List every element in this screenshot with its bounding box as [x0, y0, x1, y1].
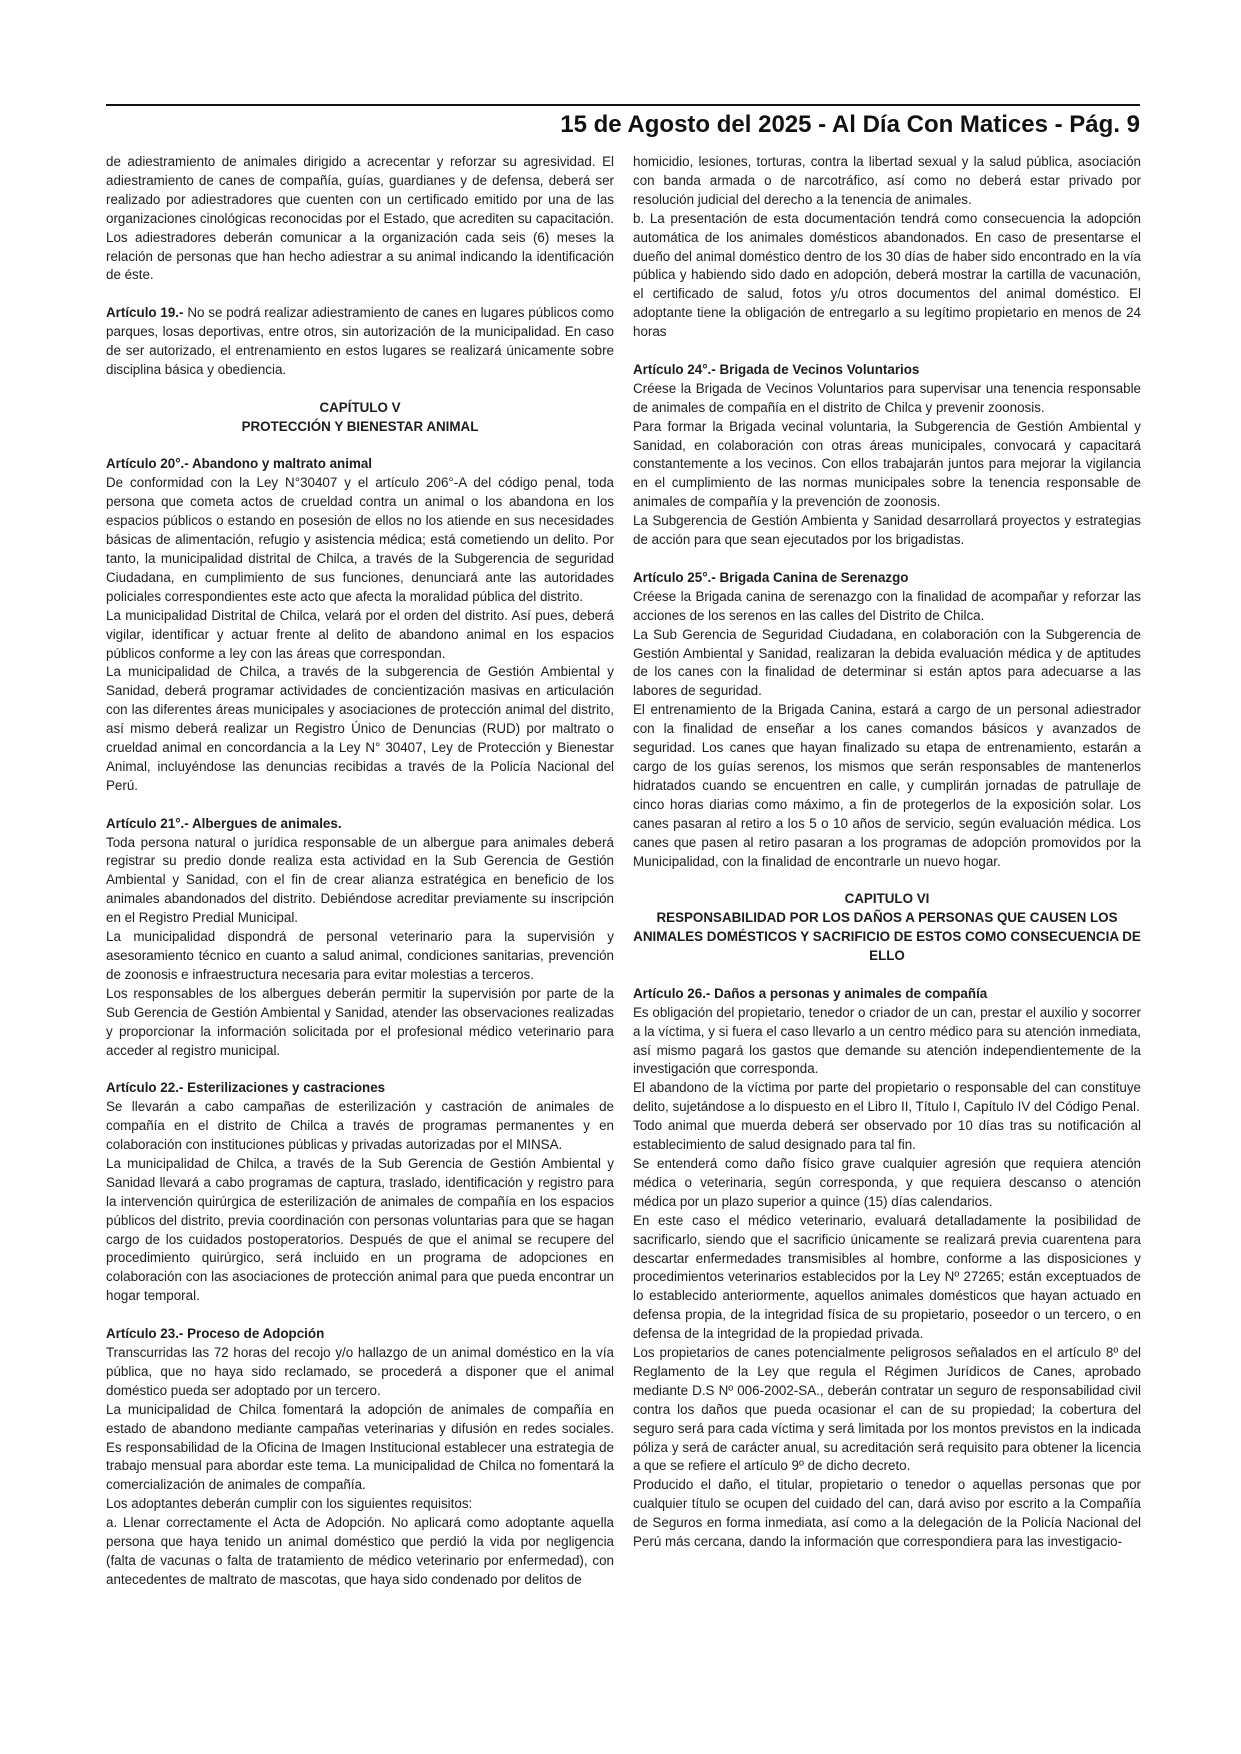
- spacer: [633, 550, 1141, 569]
- article-26-paragraph: Los propietarios de canes potencialmente peligrosos señalados en el artículo 8º del Reglamento de la Ley que regula el Régimen Jurídicos de Canes, aprobado mediante D.S Nº 006-2002-SA., deberán contratar un seguro de responsabilidad civil contra los daños que pueda ocasionar el can de su propiedad; la cobertura del seguro será para cada víctima y será limitada por los montos previstos en la indicada póliza y será de carácter anual, su acreditación será requisito para obtener la licencia a que se refiere el artículo 9º de dicho decreto.: [633, 1345, 1141, 1474]
- left-column: [106, 153, 614, 1590]
- article-24-heading: Artículo 24°.- Brigada de Vecinos Voluntarios: [633, 361, 920, 377]
- article-24-paragraph: La Subgerencia de Gestión Ambienta y Sanidad desarrollará proyectos y estrategias de acción para que sean ejecutados por los brigadistas.: [633, 513, 1141, 548]
- chapter-5-title: PROTECCIÓN Y BIENESTAR ANIMAL: [241, 418, 479, 434]
- article-20-heading: Artículo 20°.- Abandono y maltrato animal: [106, 456, 373, 472]
- article-20-paragraph: La municipalidad Distrital de Chilca, velará por el orden del distrito. Así pues, deberá vigilar, identificar y actuar frente al delito de abandono animal en los espacios públicos conforme a ley con las áreas que correspondan.: [106, 607, 614, 661]
- article-26-paragraph: En este caso el médico veterinario, evaluará detalladamente la posibilidad de sacrificarlo, siendo que el sacrificio únicamente se realizará previa cuarentena para descartar enfermedades transmisibles al hombre, conforme a las disposiciones y procedimientos veterinarios establecidos por la Ley Nº 27265; están exceptuados de lo establecido anteriormente, aquellos animales domésticos que hayan actuado en defensa propia, de la integridad física de su propietario, poseedor o un tercero, o en defensa de la integridad de la propiedad privada.: [633, 1212, 1141, 1342]
- article-23-requirement-b: b. La presentación de esta documentación tendrá como consecuencia la adopción automática de los animales domésticos abandonados. En caso de presentarse el dueño del animal doméstico dentro de los 30 días de haber sido encontrado en la vía pública y habiendo sido dado en adopción, deberá mostrar la cartilla de vacunación, el certificado de salud, fotos y/u otros documentos del animal doméstico. El adoptante tiene la obligación de entregarlo a su legítimo propietario en menos de 24 horas: [633, 210, 1141, 340]
- article-22-paragraph: La municipalidad de Chilca, a través de la Sub Gerencia de Gestión Ambiental y Sanidad llevará a cabo programas de captura, traslado, identificación y registro para la intervención quirúrgica de esterilización de animales de compañía en los espacios públicos del distrito, previa coordinación con personas voluntarias para que se hagan cargo de los cuidados postoperatorios. Después de que el animal se recupere del procedimiento quirúrgico, será incluido en un programa de adopciones en colaboración con las asociaciones de protección animal para que pueda encontrar un hogar temporal.: [106, 1155, 614, 1304]
- article-25-paragraph: La Sub Gerencia de Seguridad Ciudadana, en colaboración con la Subgerencia de Gestión Ambiental y Sanidad, realizaran la debida evaluación médica y de aptitudes de los canes con la finalidad de determinar si están aptos para adecuarse a las labores de seguridad.: [633, 626, 1141, 699]
- article-23-paragraph: a. Llenar correctamente el Acta de Adopción. No aplicará como adoptante aquella persona que haya tenido un animal doméstico que perdió la vida por negligencia (falta de vacunas o falta de tratamiento de médico veterinario por enfermedad), con antecedentes de maltrato de mascotas, que haya sido condenado por delitos de: [106, 1515, 614, 1587]
- article-23-heading: Artículo 23.- Proceso de Adopción: [106, 1326, 325, 1342]
- article-26-paragraph: Todo animal que muerda deberá ser observado por 10 días tras su notificación al establecimiento de salud designado para tal fin.: [633, 1118, 1141, 1153]
- article-19: [106, 304, 614, 380]
- article-21-heading: Artículo 21°.- Albergues de animales.: [106, 815, 342, 831]
- article-23-continuation: homicidio, lesiones, torturas, contra la libertad sexual y la salud pública, asociación con banda armada o de narcotráfico, así como no deberá estar privado por resolución judicial del derecho a la tenencia de animales.: [633, 154, 1141, 207]
- spacer: [106, 285, 614, 304]
- chapter-6-title: RESPONSABILIDAD POR LOS DAÑOS A PERSONAS QUE CAUSEN LOS ANIMALES DOMÉSTICOS Y SACRIFICIO DE ESTOS COMO CONSECUENCIA DE ELLO: [633, 910, 1141, 964]
- article-23-paragraph: Transcurridas las 72 horas del recojo y/o hallazgo de un animal doméstico en la vía pública, que no haya sido reclamado, se procederá a disponer que el animal doméstico pueda ser adoptado por un tercero.: [106, 1345, 614, 1398]
- article-23-paragraph: La municipalidad de Chilca fomentará la adopción de animales de compañía en estado de abandono mediante campañas veterinarias y difusión en redes sociales. Es responsabilidad de la Oficina de Imagen Institucional establecer una estrategia de trabajo mensual para abordar este tema. La municipalidad de Chilca no fomentará la comercialización de animales de compañía.: [106, 1401, 614, 1493]
- chapter-6-number: CAPITULO VI: [844, 891, 930, 907]
- right-column: [633, 153, 1141, 1552]
- article-21-paragraph: Los responsables de los albergues deberán permitir la supervisión por parte de la Sub Gerencia de Gestión Ambiental y Sanidad, atender las observaciones realizadas y proporcionar la información solicitada por el profesional médico veterinario para acceder al registro municipal.: [106, 985, 614, 1058]
- article-24-paragraph: Créese la Brigada de Vecinos Voluntarios para supervisar una tenencia responsable de animales de compañía en el distrito de Chilca y prevenir zoonosis.: [633, 380, 1141, 415]
- chapter-5-number: CAPÍTULO V: [319, 399, 401, 415]
- page-header-title: 15 de Agosto del 2025 - Al Día Con Matices - Pág. 9: [560, 111, 1140, 138]
- spacer: [106, 437, 614, 456]
- spacer: [633, 966, 1141, 985]
- article-26-paragraph: Es obligación del propietario, tenedor o criador de un can, prestar el auxilio y socorrer a la víctima, y si fuera el caso llevarlo a un centro médico para su atención inmediata, así mismo pagará los gastos que demande su atención independientemente de la investigación que corresponda.: [633, 1004, 1141, 1077]
- spacer: [633, 342, 1141, 361]
- spacer: [633, 871, 1141, 890]
- article-26-paragraph: Producido el daño, el titular, propietario o tenedor o aquellas personas que por cualquier título se ocupen del cuidado del can, dará aviso por escrito a la Compañía de Seguros en forma inmediata, así como a la delegación de la Policía Nacional del Perú más cercana, dando la información que correspondiera para las investigacio-: [633, 1477, 1141, 1550]
- article-22-paragraph: Se llevarán a cabo campañas de esterilización y castración de animales de compañía en el distrito de Chilca a través de programas permanentes y en colaboración con instituciones públicas y privadas autorizadas por el MINSA.: [106, 1099, 614, 1153]
- article-25-heading: Artículo 25°.- Brigada Canina de Serenazgo: [633, 569, 909, 585]
- article-20-paragraph: De conformidad con la Ley N°30407 y el artículo 206°-A del código penal, toda persona que cometa actos de crueldad contra un animal o los abandona en los espacios públicos o estando en posesión de ellos no los atiende en sus necesidades básicas de alimentación, refugio y asistencia médica; está cometiendo un delito. Por tanto, la municipalidad distrital de Chilca, a través de la Subgerencia de seguridad Ciudadana, en cumplimiento de sus funciones, denunciará ante las autoridades policiales correspondientes este acto que afecta la moralidad pública del distrito.: [106, 475, 614, 604]
- article-20-paragraph: La municipalidad de Chilca, a través de la subgerencia de Gestión Ambiental y Sanidad, deberá programar actividades de concientización masivas en articulación con las diferentes áreas municipales y asociaciones de protección animal del distrito, así mismo deberá realizar un Registro Único de Denuncias (RUD) por maltrato o crueldad animal en concordancia a la Ley N° 30407, Ley de Protección y Bienestar Animal, incluyéndose las denuncias recibidas a través de la Policía Nacional del Perú.: [106, 664, 614, 793]
- spacer: [106, 1060, 614, 1079]
- article-19-heading: Artículo 19.-: [106, 305, 184, 321]
- header-rule: [106, 104, 1140, 106]
- article-26-paragraph: El abandono de la víctima por parte del propietario o responsable del can constituye delito, sujetándose a lo dispuesto en el Libro II, Título I, Capítulo IV del Código Penal.: [633, 1080, 1141, 1115]
- article-22-heading: Artículo 22.- Esterilizaciones y castraciones: [106, 1080, 386, 1096]
- spacer: [106, 1306, 614, 1325]
- spacer: [106, 796, 614, 815]
- article-21-paragraph: Toda persona natural o jurídica responsable de un albergue para animales deberá registrar su predio donde realiza esta actividad en la Sub Gerencia de Gestión Ambiental y Sanidad, con el fin de crear alianza estratégica en beneficio de los animales abandonados del distrito. Debiéndose acreditar previamente su inscripción en el Registro Predial Municipal.: [106, 834, 614, 926]
- article-26-paragraph: Se entenderá como daño físico grave cualquier agresión que requiera atención médica o veterinaria, según corresponda, y que requiera descanso o atención médica por un plazo superior a quince (15) días calendarios.: [633, 1155, 1141, 1209]
- article-23-paragraph: Los adoptantes deberán cumplir con los siguientes requisitos:: [106, 1496, 473, 1512]
- article-26-heading: Artículo 26.- Daños a personas y animales de compañía: [633, 985, 988, 1001]
- article-18-continuation: de adiestramiento de animales dirigido a acrecentar y reforzar su agresividad. El adiestramiento de canes de compañía, guías, guardianes y de defensa, deberá ser realizado por adiestradores que cuenten con un certificado emitido por una de las organizaciones cinológicas reconocidas por el Estado, que acrediten su capacitación. Los adiestradores deberán comunicar a la organización cada seis (6) meses la relación de personas que han hecho adiestrar a su animal indicando la identificación de éste.: [106, 154, 614, 283]
- article-21-paragraph: La municipalidad dispondrá de personal veterinario para la supervisión y asesoramiento técnico en cuanto a salud animal, condiciones sanitarias, prevención de zoonosis e infraestructura necesaria para evitar molestias a terceros.: [106, 929, 614, 982]
- spacer: [106, 380, 614, 399]
- article-25-paragraph: El entrenamiento de la Brigada Canina, estará a cargo de un personal adiestrador con la finalidad de enseñar a los canes comandos básicos y avanzados de seguridad. Los canes que hayan finalizado su etapa de entrenamiento, estarán a cargo de los guías serenos, los mismos que serán responsables de mantenerlos hidratados cuando se encuentren en calle, y cumplirán jornadas de patrullaje de cinco horas diarias como máximo, a fin de protegerlos de la exposición solar. Los canes pasaran al retiro a los 5 o 10 años de servicio, según evaluación médica. Los canes que pasen al retiro pasaran a los programas de adopción promovidos por la Municipalidad, con la finalidad de encontrarle un nuevo hogar.: [633, 702, 1141, 869]
- article-19-text: No se podrá realizar adiestramiento de canes en lugares públicos como parques, losas deportivas, entre otros, sin autorización de la municipalidad. En caso de ser autorizado, el entrenamiento en estos lugares se realizará únicamente sobre disciplina básica y obediencia.: [106, 305, 614, 377]
- article-24-paragraph: Para formar la Brigada vecinal voluntaria, la Subgerencia de Gestión Ambiental y Sanidad, en colaboración con otras áreas municipales, convocará y capacitará constantemente a los vecinos. Con ellos trabajarán juntos para mejorar la vigilancia en el cumplimiento de las normas municipales sobre la tenencia responsable de animales de compañía y la prevención de zoonosis.: [633, 418, 1141, 510]
- article-25-paragraph: Créese la Brigada canina de serenazgo con la finalidad de acompañar y reforzar las acciones de los serenos en las calles del Distrito de Chilca.: [633, 588, 1141, 623]
